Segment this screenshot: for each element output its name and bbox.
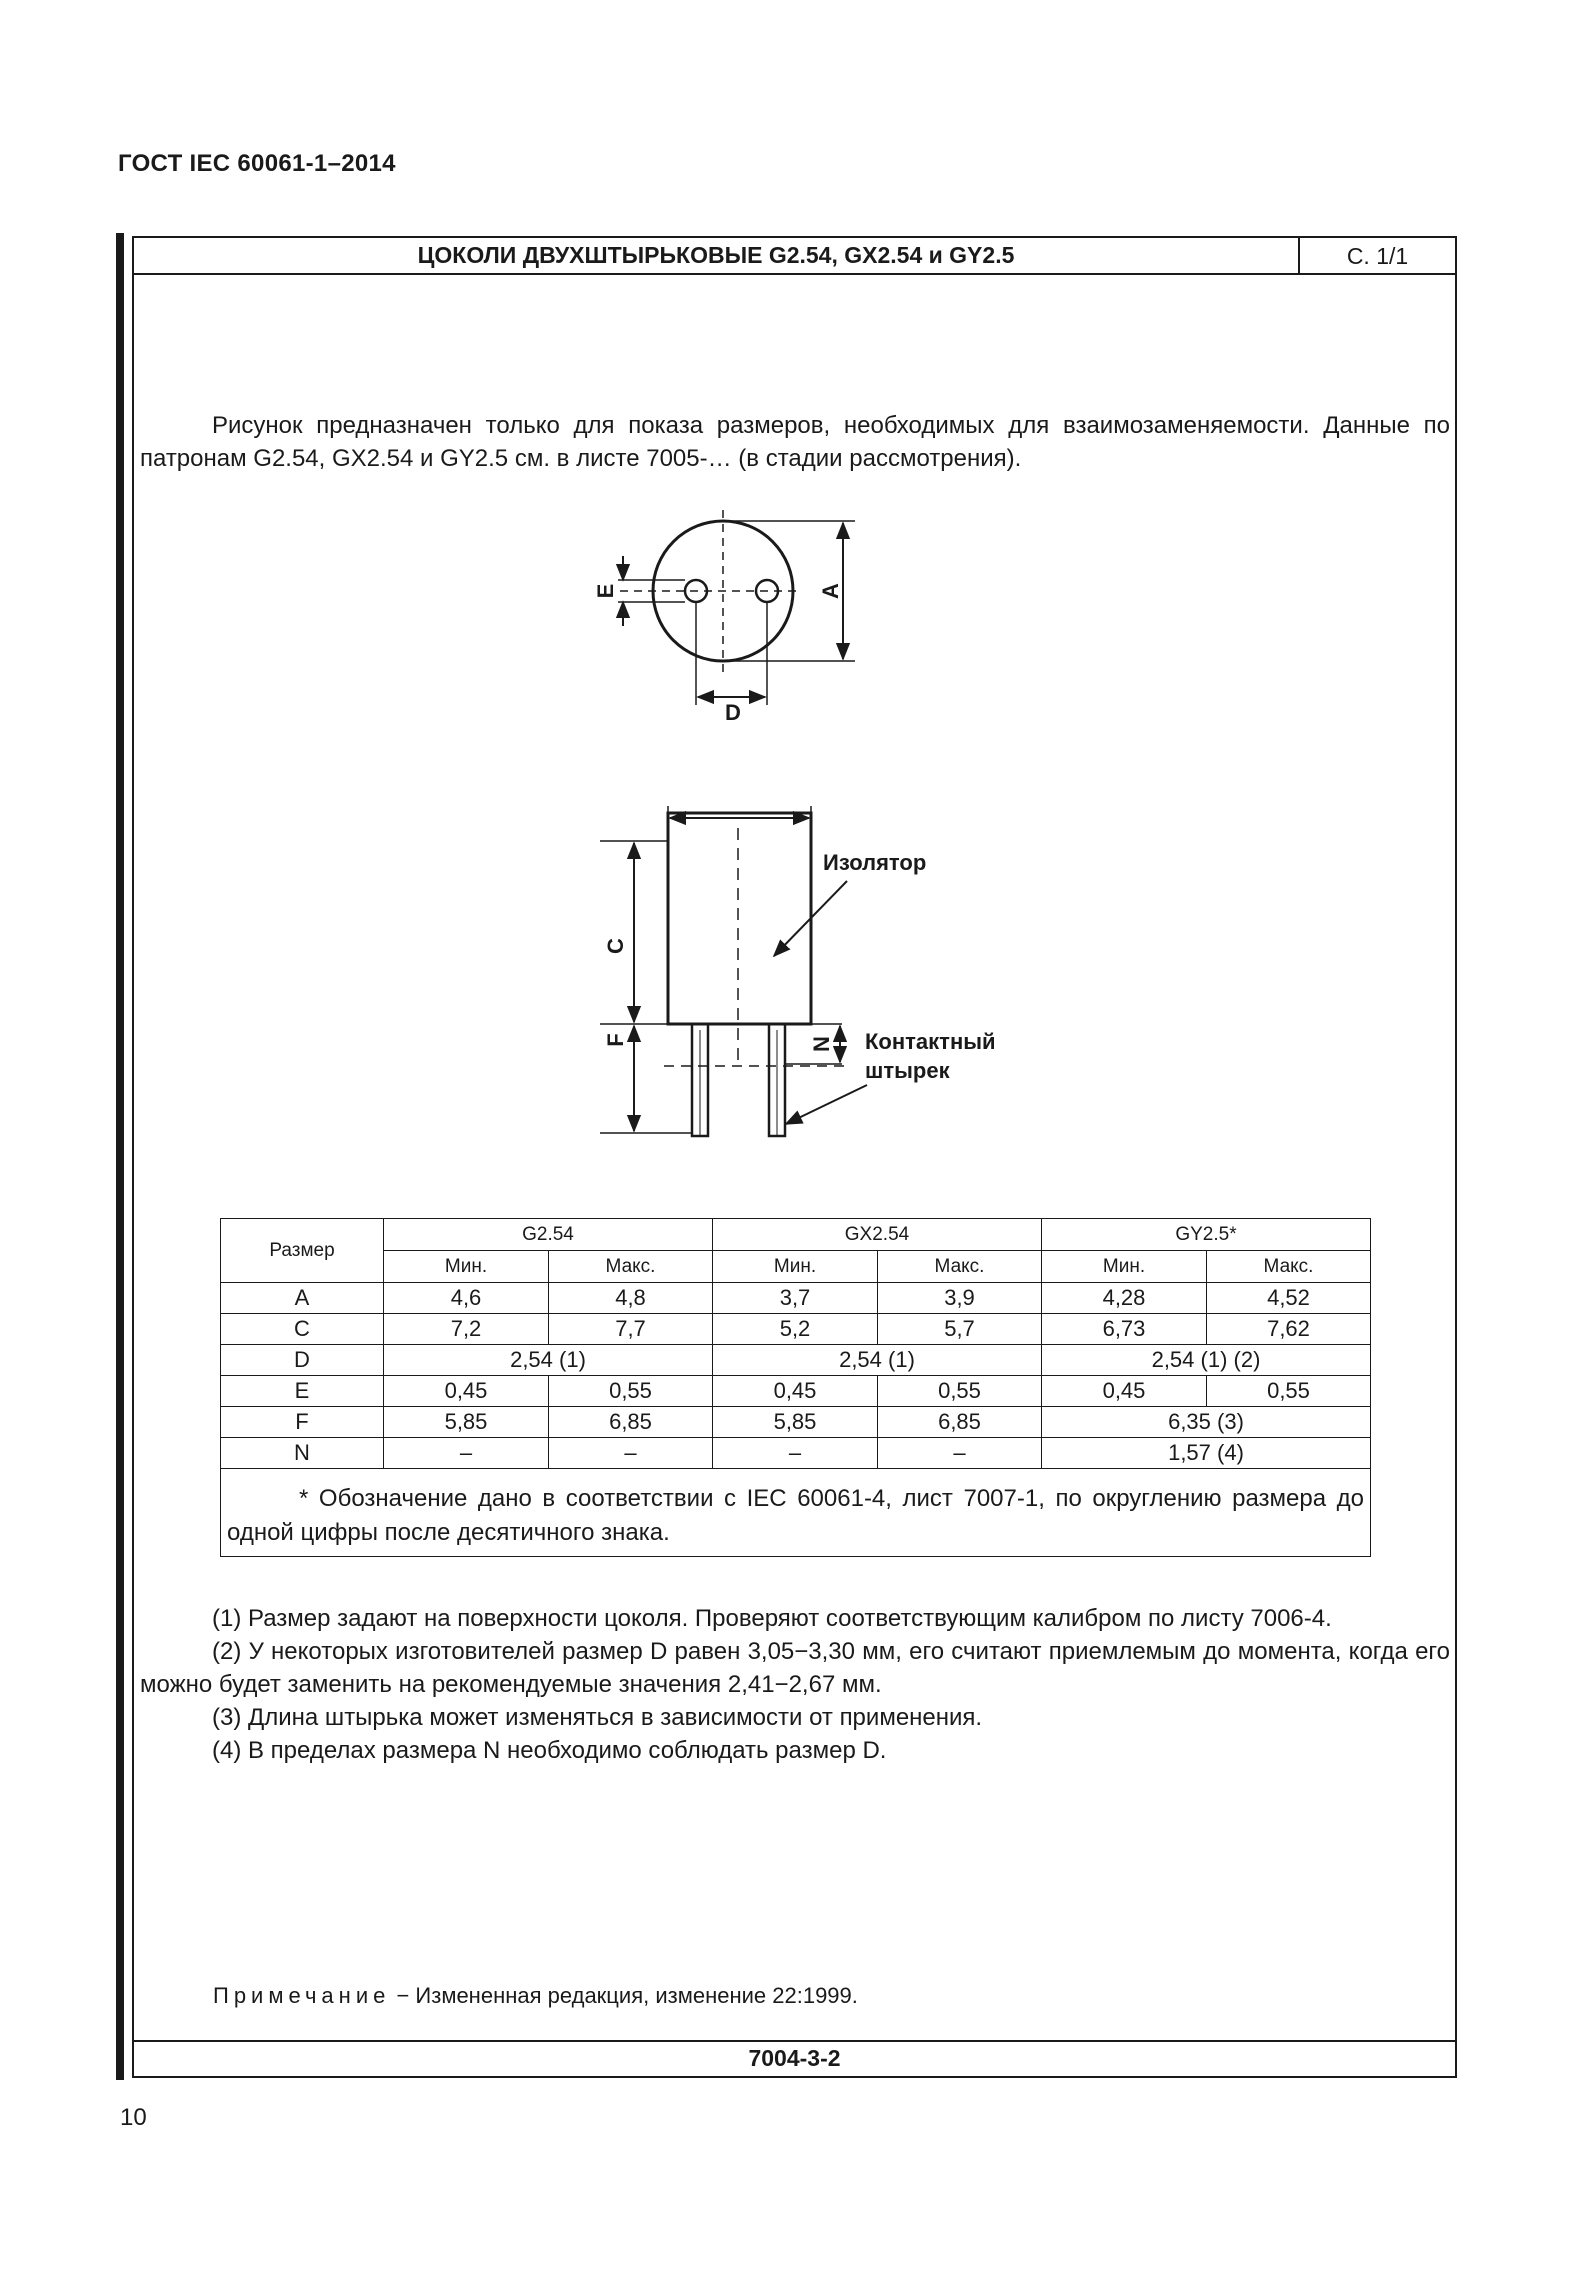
table-cell: 6,85 [549,1407,713,1438]
page-number: 10 [120,2104,147,2131]
table-row-c [221,1314,1371,1345]
dimensions-table [220,1218,1371,1557]
remark-dash: − [390,1983,416,2008]
table-cell: 5,85 [713,1407,878,1438]
table-cell: 4,52 [1207,1283,1371,1314]
page-reference: С. 1/1 [1346,243,1409,269]
table-cell: 4,8 [549,1283,713,1314]
table-cell: 2,54 (1) (2) [1042,1345,1371,1376]
group-header-gx254: GX2.54 [713,1219,1042,1251]
dim-label-c: C [603,938,628,954]
table-cell: 6,35 (3) [1042,1407,1371,1438]
table-row-e [221,1376,1371,1407]
sheet-title: ЦОКОЛИ ДВУХШТЫРЬКОВЫЕ G2.54, GX2.54 и GY2.5 [417,242,1015,268]
row-label: E [221,1376,384,1407]
min-header: Мин. [713,1251,878,1283]
table-cell: 7,62 [1207,1314,1371,1345]
sheet-code: 7004-3-2 [748,2045,841,2071]
table-cell: 6,73 [1042,1314,1207,1345]
table-cell: 0,45 [1042,1376,1207,1407]
note-4: (4) В пределах размера N необходимо соблюдать размер D. [212,1737,887,1764]
contact-pin-label-line1: Контактный [865,1029,996,1054]
group-header-g254: G2.54 [384,1219,713,1251]
intro-paragraph: Рисунок предназначен только для показа размеров, необходимых для взаимозаменяемости. Данные по патронам G2.54, GX2.54 и GY2.5 см. в листе 7005-… (в стадии рассмотрения). [140,412,1450,472]
table-cell: – [384,1438,549,1469]
row-label: A [221,1283,384,1314]
note-3: (3) Длина штырька может изменяться в зависимости от применения. [212,1704,983,1731]
table-row-d [221,1345,1371,1376]
min-header: Мин. [1042,1251,1207,1283]
min-header: Мин. [384,1251,549,1283]
note-2: (2) У некоторых изготовителей размер D равен 3,05−3,30 мм, его считают приемлемым до момента, когда его можно будет заменить на рекомендуемые значения 2,41−2,67 мм. [140,1638,1450,1698]
table-cell: 0,55 [878,1376,1042,1407]
max-header: Макс. [1207,1251,1371,1283]
dim-label-e: E [593,583,618,599]
group-header-gy25: GY2.5* [1042,1219,1371,1251]
table-cell: 0,45 [713,1376,878,1407]
max-header: Макс. [549,1251,713,1283]
table-cell: 4,28 [1042,1283,1207,1314]
row-label: F [221,1407,384,1438]
table-cell: 3,9 [878,1283,1042,1314]
contact-pin-label-line2: штырек [865,1058,950,1083]
remark-label: Примечание [213,1983,391,2008]
table-cell: 5,7 [878,1314,1042,1345]
dim-label-n: N [809,1036,834,1052]
table-cell: 5,2 [713,1314,878,1345]
dim-label-a: A [818,583,843,599]
table-footnote: * Обозначение дано в соответствии с IEC 60061-4, лист 7007-1, по округлению размера до одной цифры после десятичного знака. [221,1469,1371,1557]
table-cell: 4,6 [384,1283,549,1314]
table-cell: 7,2 [384,1314,549,1345]
table-cell: 2,54 (1) [384,1345,713,1376]
note-1: (1) Размер задают на поверхности цоколя. Проверяют соответствующим калибром по листу 7006-4. [212,1605,1332,1632]
notes-list [140,1602,1450,1767]
footer-bar [134,2040,1455,2076]
table-cell: – [878,1438,1042,1469]
table-cell: 7,7 [549,1314,713,1345]
table-row-n [221,1438,1371,1469]
table-cell: – [713,1438,878,1469]
insulator-label: Изолятор [823,850,927,875]
table-cell: 3,7 [713,1283,878,1314]
table-cell: 0,45 [384,1376,549,1407]
remark-text: Измененная редакция, изменение 22:1999. [415,1983,858,2008]
dim-label-d: D [725,700,741,725]
table-cell: 5,85 [384,1407,549,1438]
table-cell: 2,54 (1) [713,1345,1042,1376]
remark [213,1983,858,2009]
max-header: Макс. [878,1251,1042,1283]
row-label: D [221,1345,384,1376]
table-row-a [221,1283,1371,1314]
table-cell: 0,55 [549,1376,713,1407]
row-label: C [221,1314,384,1345]
dim-label-f: F [603,1033,628,1047]
size-header: Размер [221,1219,384,1283]
table-cell: 1,57 (4) [1042,1438,1371,1469]
table-cell: 6,85 [878,1407,1042,1438]
row-label: N [221,1438,384,1469]
standard-header: ГОСТ IEC 60061-1–2014 [118,150,396,177]
insulator-body [668,813,811,1024]
table-row-f [221,1407,1371,1438]
table-cell: – [549,1438,713,1469]
table-cell: 0,55 [1207,1376,1371,1407]
